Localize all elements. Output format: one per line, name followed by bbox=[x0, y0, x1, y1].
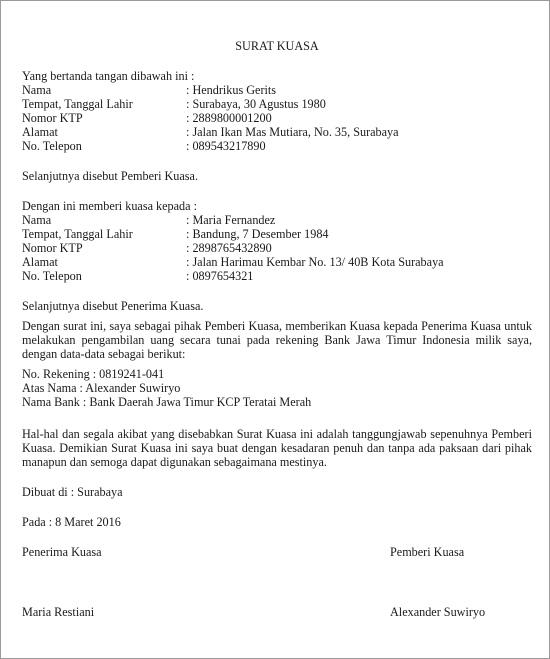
field-value: : 089543217890 bbox=[186, 139, 532, 153]
date-line: Pada : 8 Maret 2016 bbox=[22, 515, 121, 529]
field-value: : 0897654321 bbox=[186, 269, 532, 283]
field-label: Tempat, Tanggal Lahir bbox=[22, 227, 133, 241]
giver-row-name bbox=[22, 83, 532, 97]
giver-signatory: Alexander Suwiryo bbox=[390, 605, 486, 619]
field-value: : 2889800001200 bbox=[186, 111, 532, 125]
field-value: : Jalan Harimau Kembar No. 13/ 40B Kota Surabaya bbox=[186, 255, 532, 269]
account-holder: Atas Nama : Alexander Suwiryo bbox=[22, 381, 181, 395]
receiver-details bbox=[22, 213, 532, 283]
giver-role: Pemberi Kuasa bbox=[390, 545, 465, 559]
receiver-row-name bbox=[22, 213, 532, 227]
receiver-row-address bbox=[22, 255, 532, 269]
field-value: : Jalan Ikan Mas Mutiara, No. 35, Surabaya bbox=[186, 125, 532, 139]
responsibility-paragraph: Hal-hal dan segala akibat yang disebabkan Surat Kuasa ini adalah tanggungjawab sepenuhnya Pemberi Kuasa. Demikian Surat Kuasa ini saya buat dengan kesadaran penuh dan tanpa ada paksaan dari pihak manapun dan semoga dapat digunakan sebagaimana mestinya. bbox=[22, 427, 532, 469]
field-label: Nama bbox=[22, 83, 52, 97]
giver-details bbox=[22, 83, 532, 153]
field-label: No. Telepon bbox=[22, 269, 82, 283]
field-label: Alamat bbox=[22, 125, 58, 139]
giver-intro: Yang bertanda tangan dibawah ini : bbox=[22, 69, 195, 83]
authorization-paragraph: Dengan surat ini, saya sebagai pihak Pemberi Kuasa, memberikan Kuasa kepada Penerima Kuasa untuk melakukan pengambilan uang secara tunai pada rekening Bank Jawa Timur Indonesia milik saya, dengan data-data sebagai berikut: bbox=[22, 319, 532, 361]
field-value: : Surabaya, 30 Agustus 1980 bbox=[186, 97, 532, 111]
field-value: : 2898765432890 bbox=[186, 241, 532, 255]
giver-row-ktp bbox=[22, 111, 532, 125]
account-details bbox=[22, 367, 532, 409]
receiver-intro: Dengan ini memberi kuasa kepada : bbox=[22, 199, 197, 213]
giver-row-phone bbox=[22, 139, 532, 153]
field-label: Nama bbox=[22, 213, 52, 227]
giver-row-address bbox=[22, 125, 532, 139]
receiver-row-phone bbox=[22, 269, 532, 283]
field-value: : Bandung, 7 Desember 1984 bbox=[186, 227, 532, 241]
place-line: Dibuat di : Surabaya bbox=[22, 485, 123, 499]
field-value: : Hendrikus Gerits bbox=[186, 83, 532, 97]
receiver-signatory: Maria Restiani bbox=[22, 605, 95, 619]
receiver-note: Selanjutnya disebut Penerima Kuasa. bbox=[22, 299, 204, 313]
field-label: Tempat, Tanggal Lahir bbox=[22, 97, 133, 111]
letter-body bbox=[22, 39, 532, 625]
field-label: Nomor KTP bbox=[22, 111, 83, 125]
field-label: No. Telepon bbox=[22, 139, 82, 153]
signature-block bbox=[22, 545, 532, 625]
giver-row-birth bbox=[22, 97, 532, 111]
letter-title: SURAT KUASA bbox=[235, 39, 319, 53]
account-bank: Nama Bank : Bank Daerah Jawa Timur KCP Teratai Merah bbox=[22, 395, 312, 409]
account-number: No. Rekening : 0819241-041 bbox=[22, 367, 165, 381]
field-value: : Maria Fernandez bbox=[186, 213, 532, 227]
receiver-row-ktp bbox=[22, 241, 532, 255]
receiver-row-birth bbox=[22, 227, 532, 241]
receiver-role: Penerima Kuasa bbox=[22, 545, 102, 559]
field-label: Alamat bbox=[22, 255, 58, 269]
giver-note: Selanjutnya disebut Pemberi Kuasa. bbox=[22, 169, 199, 183]
field-label: Nomor KTP bbox=[22, 241, 83, 255]
